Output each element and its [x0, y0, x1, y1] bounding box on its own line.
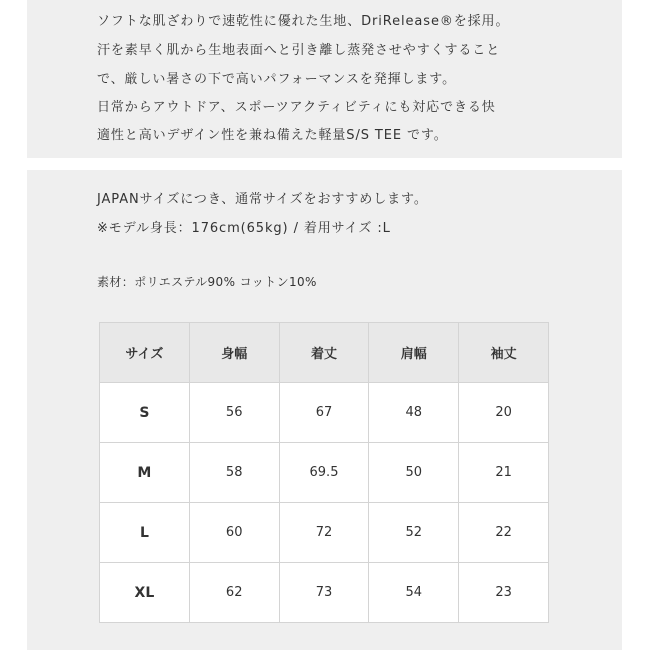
length-value: 72	[279, 503, 369, 563]
description-line: で、厳しい暑さの下で高いパフォーマンスを発揮します。	[97, 72, 457, 87]
shoulder-width-value: 50	[369, 443, 459, 503]
body-width-value: 56	[189, 383, 279, 443]
shoulder-width-value: 52	[369, 503, 459, 563]
length-value: 67	[279, 383, 369, 443]
table-row	[100, 503, 549, 563]
header-sleeve-length: 袖丈	[459, 323, 549, 383]
body-width-value: 58	[189, 443, 279, 503]
header-size: サイズ	[100, 323, 190, 383]
size-label: S	[100, 383, 190, 443]
description-line: 汗を素早く肌から生地表面へと引き離し蒸発させやすくすること	[97, 43, 501, 58]
size-recommendation: JAPANサイズにつき、通常サイズをおすすめします。	[97, 192, 428, 207]
sleeve-length-value: 23	[459, 563, 549, 623]
table-row	[100, 443, 549, 503]
body-width-value: 62	[189, 563, 279, 623]
header-length: 着丈	[279, 323, 369, 383]
description-line: 適性と高いデザイン性を兼ね備えた軽量S/S TEE です。	[97, 128, 448, 143]
header-shoulder-width: 肩幅	[369, 323, 459, 383]
header-body-width: 身幅	[189, 323, 279, 383]
body-width-value: 60	[189, 503, 279, 563]
table-header-row	[100, 323, 549, 383]
sleeve-length-value: 22	[459, 503, 549, 563]
description-line: 日常からアウトドア、スポーツアクティビティにも対応できる快	[97, 100, 496, 115]
size-label: M	[100, 443, 190, 503]
shoulder-width-value: 54	[369, 563, 459, 623]
size-label: L	[100, 503, 190, 563]
table-row	[100, 563, 549, 623]
size-label: XL	[100, 563, 190, 623]
length-value: 73	[279, 563, 369, 623]
description-line: ソフトな肌ざわりで速乾性に優れた生地、DriRelease®を採用。	[97, 14, 510, 29]
model-info: ※モデル身長：176cm(65kg) / 着用サイズ :L	[97, 221, 391, 236]
length-value: 69.5	[279, 443, 369, 503]
material-info: 素材：ポリエステル90% コットン10%	[97, 275, 317, 289]
sleeve-length-value: 20	[459, 383, 549, 443]
sleeve-length-value: 21	[459, 443, 549, 503]
size-table	[99, 322, 549, 623]
table-row	[100, 383, 549, 443]
shoulder-width-value: 48	[369, 383, 459, 443]
